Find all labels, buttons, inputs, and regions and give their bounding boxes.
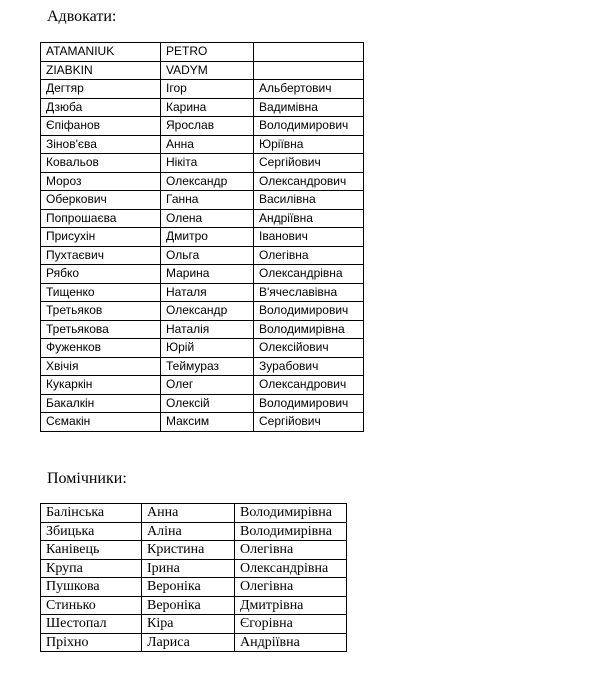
patronymic-cell: Володимирович [254, 117, 364, 136]
surname-cell: Канівець [41, 541, 142, 560]
surname-cell: Бакалкін [41, 394, 161, 413]
patronymic-cell: Олегівна [235, 578, 347, 597]
patronymic-cell: Альбертович [254, 80, 364, 99]
surname-cell: Дегтяр [41, 80, 161, 99]
first-name-cell: Теймураз [161, 357, 254, 376]
patronymic-cell: Олегівна [235, 541, 347, 560]
patronymic-cell: Єгорівна [235, 615, 347, 634]
surname-cell: Дзюба [41, 98, 161, 117]
first-name-cell: Юрій [161, 339, 254, 358]
first-name-cell: Ольга [161, 246, 254, 265]
surname-cell: Рябко [41, 265, 161, 284]
table-row [41, 559, 347, 578]
table-row [41, 43, 364, 62]
surname-cell: Фуженков [41, 339, 161, 358]
table-row [41, 172, 364, 191]
surname-cell: Ковальов [41, 154, 161, 173]
surname-cell: Пухтаєвич [41, 246, 161, 265]
surname-cell: Сємакін [41, 413, 161, 432]
table-row [41, 357, 364, 376]
first-name-cell: Вероніка [142, 578, 235, 597]
table-row [41, 633, 347, 652]
surname-cell: Пріхно [41, 633, 142, 652]
first-name-cell: Дмитро [161, 228, 254, 247]
surname-cell: Пушкова [41, 578, 142, 597]
surname-cell: Третьяков [41, 302, 161, 321]
advocates-table [40, 42, 364, 432]
patronymic-cell: Олександрович [254, 172, 364, 191]
table-row [41, 61, 364, 80]
patronymic-cell: Володимирівна [235, 504, 347, 523]
table-row [41, 228, 364, 247]
patronymic-cell: Володимирович [254, 302, 364, 321]
first-name-cell: Кіра [142, 615, 235, 634]
patronymic-cell: Володимирівна [254, 320, 364, 339]
table-row [41, 376, 364, 395]
patronymic-cell: Дмитрівна [235, 596, 347, 615]
patronymic-cell: В'ячеславівна [254, 283, 364, 302]
table-row [41, 578, 347, 597]
table-row [41, 209, 364, 228]
patronymic-cell [254, 43, 364, 62]
first-name-cell: Карина [161, 98, 254, 117]
table-row [41, 283, 364, 302]
table-row [41, 154, 364, 173]
surname-cell: Стинько [41, 596, 142, 615]
table-row [41, 320, 364, 339]
surname-cell: Крупа [41, 559, 142, 578]
patronymic-cell: Олексійович [254, 339, 364, 358]
patronymic-cell: Юріївна [254, 135, 364, 154]
patronymic-cell: Зурабович [254, 357, 364, 376]
first-name-cell: Ірина [142, 559, 235, 578]
table-row [41, 522, 347, 541]
patronymic-cell: Андріївна [254, 209, 364, 228]
first-name-cell: Наталя [161, 283, 254, 302]
assistants-heading: Помічники: [47, 470, 127, 487]
table-row [41, 394, 364, 413]
table-row [41, 98, 364, 117]
table-row [41, 80, 364, 99]
surname-cell: Оберкович [41, 191, 161, 210]
patronymic-cell: Олександрівна [254, 265, 364, 284]
patronymic-cell: Сергійович [254, 154, 364, 173]
table-row [41, 265, 364, 284]
patronymic-cell: Володимирович [254, 394, 364, 413]
first-name-cell: VADYM [161, 61, 254, 80]
first-name-cell: Лариса [142, 633, 235, 652]
first-name-cell: Олексій [161, 394, 254, 413]
first-name-cell: Ярослав [161, 117, 254, 136]
first-name-cell: PETRO [161, 43, 254, 62]
surname-cell: Попрошаєва [41, 209, 161, 228]
first-name-cell: Анна [142, 504, 235, 523]
first-name-cell: Вероніка [142, 596, 235, 615]
surname-cell: Третьякова [41, 320, 161, 339]
assistants-table [40, 503, 347, 652]
table-row [41, 117, 364, 136]
advocates-heading: Адвокати: [47, 8, 117, 25]
surname-cell: Присухін [41, 228, 161, 247]
surname-cell: Кукаркін [41, 376, 161, 395]
surname-cell: Балінська [41, 504, 142, 523]
patronymic-cell: Сергійович [254, 413, 364, 432]
first-name-cell: Олександр [161, 302, 254, 321]
first-name-cell: Аліна [142, 522, 235, 541]
first-name-cell: Нікіта [161, 154, 254, 173]
table-row [41, 246, 364, 265]
table-row [41, 135, 364, 154]
first-name-cell: Олег [161, 376, 254, 395]
table-row [41, 191, 364, 210]
first-name-cell: Ігор [161, 80, 254, 99]
surname-cell: Шестопал [41, 615, 142, 634]
surname-cell: Єпіфанов [41, 117, 161, 136]
surname-cell: ATAMANIUK [41, 43, 161, 62]
surname-cell: Збицька [41, 522, 142, 541]
patronymic-cell: Володимирівна [235, 522, 347, 541]
surname-cell: ZIABKIN [41, 61, 161, 80]
first-name-cell: Олександр [161, 172, 254, 191]
surname-cell: Хвічія [41, 357, 161, 376]
patronymic-cell: Олегівна [254, 246, 364, 265]
first-name-cell: Марина [161, 265, 254, 284]
surname-cell: Тищенко [41, 283, 161, 302]
table-row [41, 504, 347, 523]
patronymic-cell: Андріївна [235, 633, 347, 652]
patronymic-cell [254, 61, 364, 80]
table-row [41, 615, 347, 634]
table-row [41, 413, 364, 432]
surname-cell: Зінов'єва [41, 135, 161, 154]
first-name-cell: Олена [161, 209, 254, 228]
patronymic-cell: Василівна [254, 191, 364, 210]
first-name-cell: Анна [161, 135, 254, 154]
patronymic-cell: Олександрович [254, 376, 364, 395]
table-row [41, 339, 364, 358]
first-name-cell: Наталія [161, 320, 254, 339]
patronymic-cell: Олександрівна [235, 559, 347, 578]
first-name-cell: Кристина [142, 541, 235, 560]
table-row [41, 541, 347, 560]
patronymic-cell: Іванович [254, 228, 364, 247]
table-row [41, 596, 347, 615]
first-name-cell: Максим [161, 413, 254, 432]
first-name-cell: Ганна [161, 191, 254, 210]
patronymic-cell: Вадимівна [254, 98, 364, 117]
surname-cell: Мороз [41, 172, 161, 191]
table-row [41, 302, 364, 321]
